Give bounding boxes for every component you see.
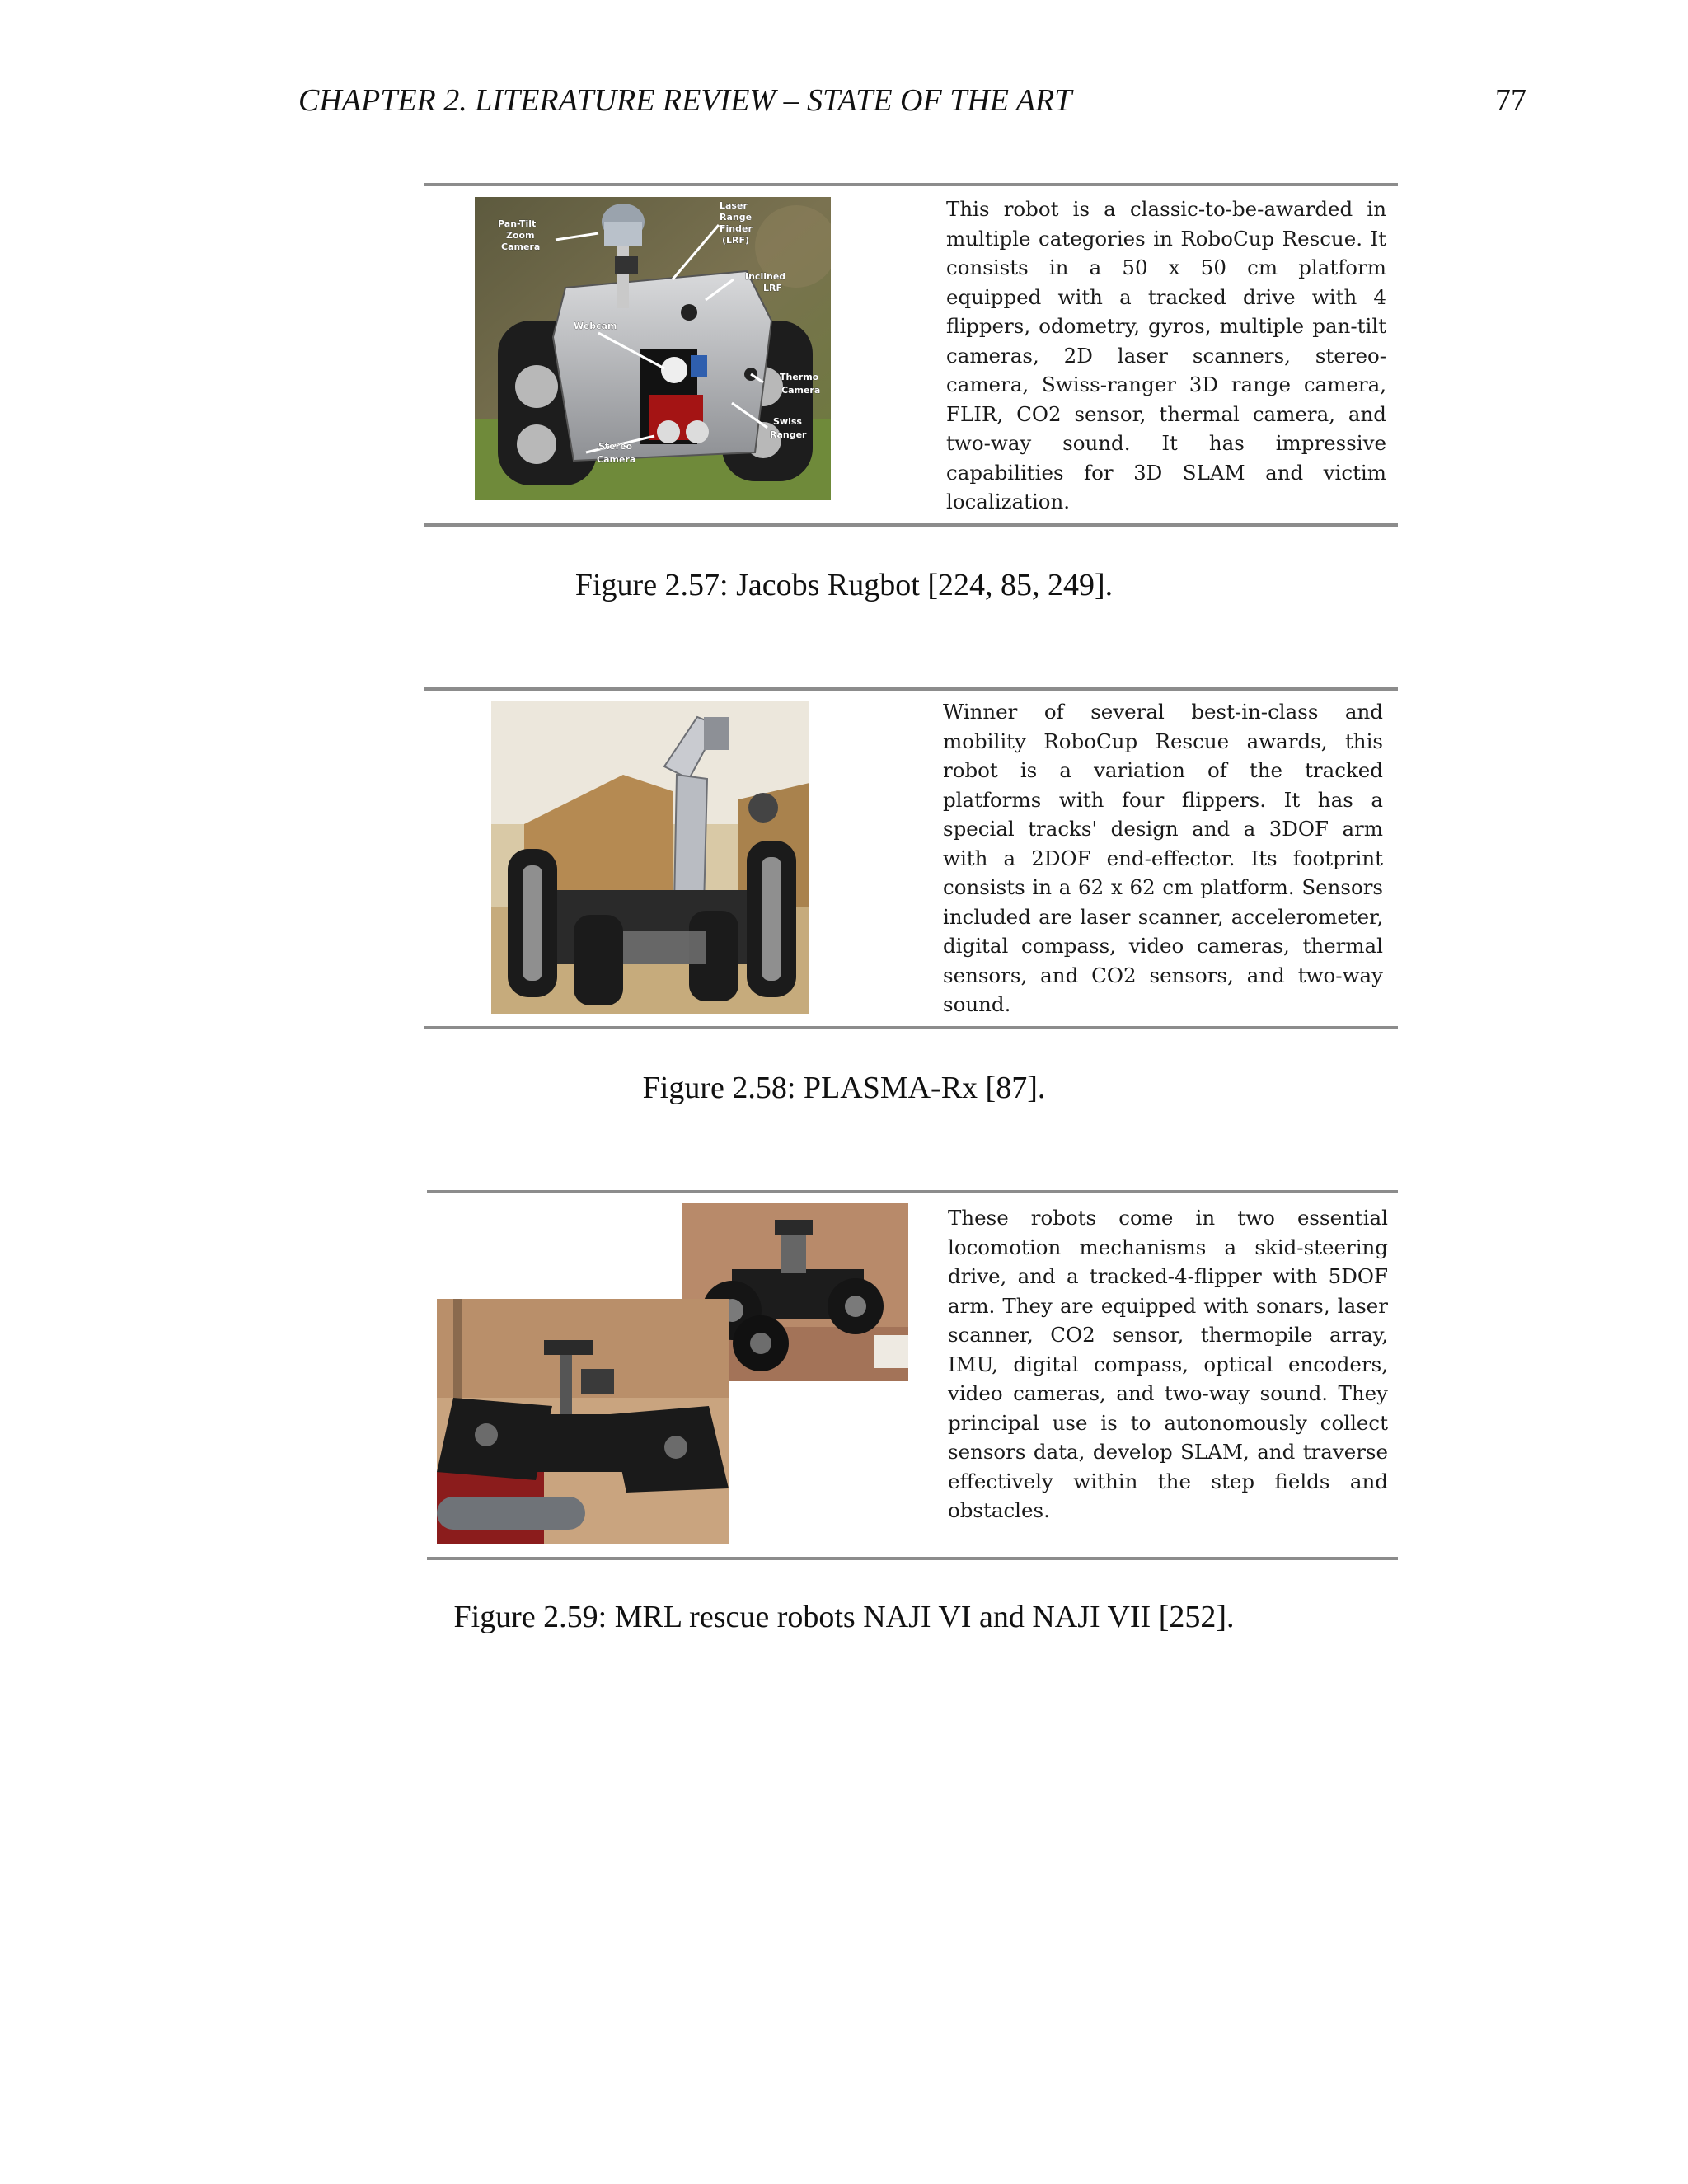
figure-2-58-description: Winner of several best-in-class and mobility RoboCup Rescue awards, this robot is a variation of the tracked platforms with four flippers. It has a special tracks' design and a 3DOF arm with a 2DOF end-effector. Its footprint consists in a 62 x 62 cm platform. Sensors included are laser scanner, accelerometer, digital compass, video cameras, thermal sensors, and CO2 sensors, and two-way sound.: [943, 700, 1383, 1016]
figure-2-57-description: This robot is a classic-to-be-awarded in multiple categories in RoboCup Rescue. It consists in a 50 x 50 cm platform equipped with a tracked drive with 4 flippers, odometry, gyros, multiple pan-tilt cameras, 2D laser scanners, stereo-camera, Swiss-ranger 3D range camera, FLIR, CO2 sensor, thermal camera, and two-way sound. It has impressive capabilities for 3D SLAM and victim localization.: [946, 197, 1386, 513]
label-webcam: Webcam: [574, 321, 617, 331]
figure-2-57-caption: Figure 2.57: Jacobs Rugbot [224, 85, 249].: [574, 568, 1114, 602]
figure-2-59-description: These robots come in two essential locomotion mechanisms a skid-steering drive, and a tracked-4-flipper with 5DOF arm. They are equipped with sonars, laser scanner, CO2 sensor, thermopile array, IMU, digital compass, optical encoders, video cameras, and two-way sound. They principal use is to autonomously collect sensors data, develop SLAM, and traverse effectively within the step fields and obstacles.: [948, 1206, 1388, 1522]
jacobs-rugbot-photo: [475, 197, 831, 500]
label-thermo-1: Thermo: [780, 372, 819, 382]
label-laser-2: Range: [720, 212, 753, 223]
plasma-rx-photo: [491, 701, 809, 1014]
label-thermo-2: Camera: [781, 385, 821, 396]
figure-2-58-caption: Figure 2.58: PLASMA-Rx [87].: [642, 1071, 1046, 1105]
label-stereo-2: Camera: [597, 454, 636, 465]
chapter-title: CHAPTER 2. LITERATURE REVIEW – STATE OF THE ART: [298, 83, 1072, 118]
label-laser-1: Laser: [720, 200, 748, 211]
label-pan-tilt-2: Zoom: [506, 230, 535, 241]
label-stereo-1: Stereo: [598, 441, 633, 452]
figure-2-58-panel: [424, 687, 1398, 1029]
page-number: 77: [1495, 83, 1526, 118]
label-laser-3: Finder: [720, 223, 753, 234]
label-swiss-1: Swiss: [773, 416, 802, 427]
figure-2-59-caption: Figure 2.59: MRL rescue robots NAJI VI and NAJI VII [252].: [453, 1600, 1235, 1634]
figure-2-59-panel: [427, 1190, 1398, 1560]
label-inclined-1: Inclined: [745, 271, 786, 282]
label-swiss-2: Ranger: [770, 429, 807, 440]
naji-vii-photo: [437, 1299, 729, 1544]
label-pan-tilt-1: Pan-Tilt: [498, 218, 537, 229]
label-laser-4: (LRF): [722, 235, 750, 246]
running-header: [298, 82, 1526, 124]
label-inclined-2: LRF: [763, 283, 782, 293]
figure-2-57-panel: [424, 183, 1398, 527]
label-pan-tilt-3: Camera: [501, 241, 541, 252]
